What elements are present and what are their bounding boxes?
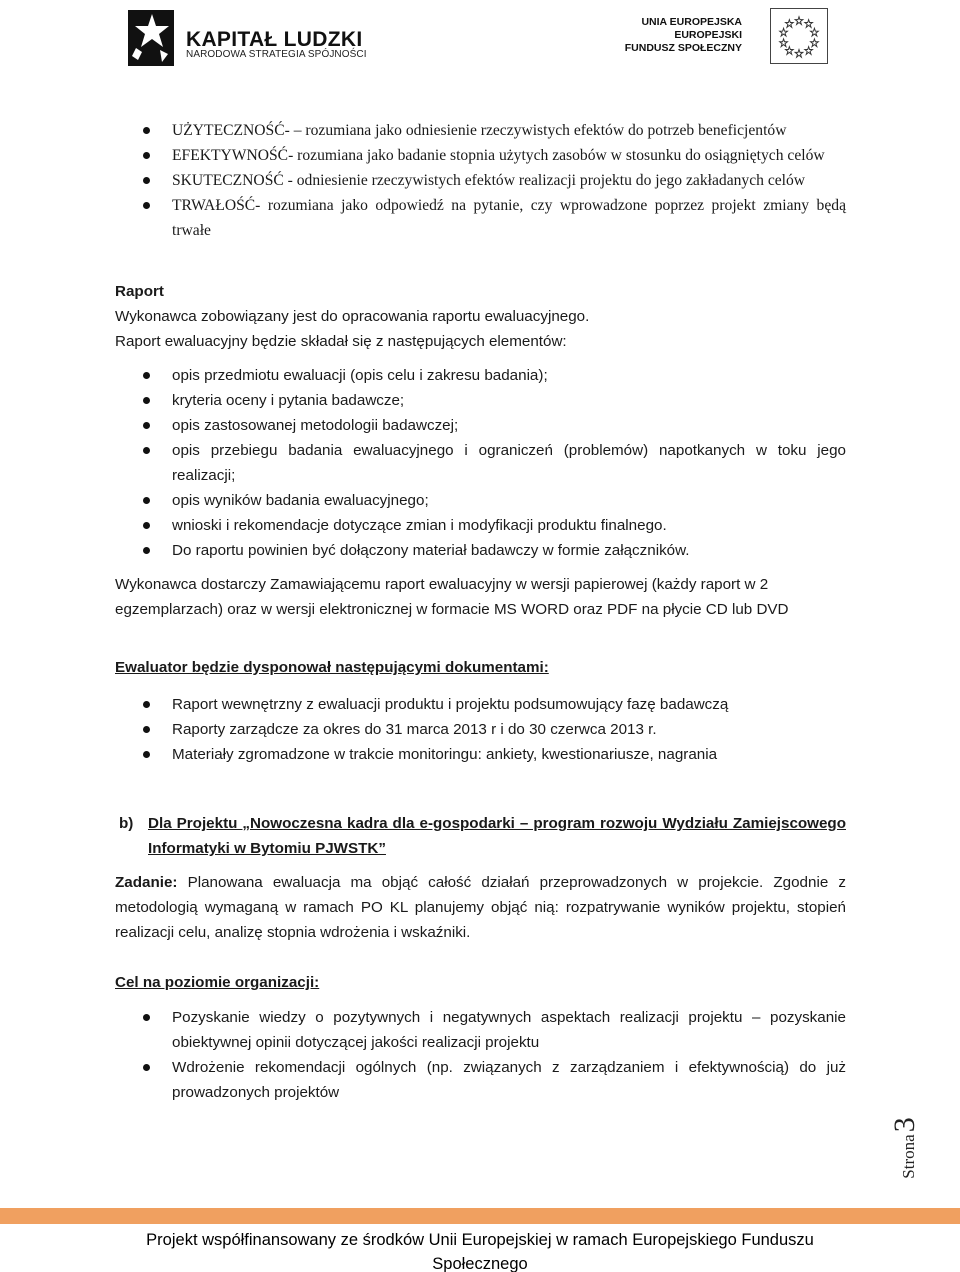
list-item: SKUTECZNOŚĆ - odniesienie rzeczywistych efektów realizacji projektu do jego zakładanych celów — [115, 168, 846, 193]
goals-list — [115, 1005, 846, 1105]
footer-text: Projekt współfinansowany ze środków Unii Europejskiej w ramach Europejskiego Funduszu Społecznego — [146, 1231, 814, 1272]
section-b-task — [115, 870, 846, 945]
eu-logo-line1: UNIA EUROPEJSKA — [641, 16, 742, 28]
section-b-title: Dla Projektu „Nowoczesna kadra dla e-gospodarki – program rozwoju Wydziału Zamiejscowego Informatyki w Bytomiu PJWSTK” — [148, 815, 846, 857]
raport-elements-list — [115, 363, 846, 563]
list-item: wnioski i rekomendacje dotyczące zmian i modyfikacji produktu finalnego. — [115, 513, 846, 538]
eu-logo-text — [625, 16, 742, 55]
list-item: UŻYTECZNOŚĆ- – rozumiana jako odniesienie rzeczywistych efektów do potrzeb beneficjentów — [115, 118, 846, 143]
list-item: Do raportu powinien być dołączony materiał badawczy w formie załączników. — [115, 538, 846, 563]
eu-logo-line2: EUROPEJSKI — [674, 29, 742, 41]
eu-logo-line3: FUNDUSZ SPOŁECZNY — [624, 42, 742, 54]
list-item: kryteria oceny i pytania badawcze; — [115, 388, 846, 413]
kapital-ludzki-star-icon — [122, 4, 180, 68]
list-item: opis zastosowanej metodologii badawczej; — [115, 413, 846, 438]
list-item: opis wyników badania ewaluacyjnego; — [115, 488, 846, 513]
list-item: opis przedmiotu ewaluacji (opis celu i zakresu badania); — [115, 363, 846, 388]
documents-heading: Ewaluator będzie dysponował następującymi dokumentami: — [115, 659, 549, 676]
document-body — [115, 118, 846, 1105]
logo-title: KAPITAŁ LUDZKI — [186, 28, 363, 51]
task-label: Zadanie: — [115, 874, 178, 891]
list-item: Raporty zarządcze za okres do 31 marca 2013 r i do 30 czerwca 2013 r. — [115, 717, 846, 742]
section-b-heading — [115, 811, 846, 861]
section-b-letter: b) — [119, 815, 134, 832]
list-item: Pozyskanie wiedzy o pozytywnych i negatywnych aspektach realizacji projektu – pozyskanie obiektywnej opinii dotyczącej jakości realizacji projektu — [115, 1005, 846, 1055]
raport-delivery: Wykonawca dostarczy Zamawiającemu raport ewaluacyjny w wersji papierowej (każdy raport w 2 egzemplarzach) oraz w wersji elektronicznej w formacie MS WORD oraz PDF na płycie CD lub DVD — [115, 576, 789, 618]
footer-bar — [0, 1208, 960, 1224]
list-item: opis przebiegu badania ewaluacyjnego i ograniczeń (problemów) napotkanych w toku jego realizacji; — [115, 438, 846, 488]
eu-logo — [624, 8, 828, 66]
raport-line2: Raport ewaluacyjny będzie składał się z następujących elementów: — [115, 333, 567, 350]
eu-flag-icon — [770, 8, 828, 64]
raport-heading: Raport — [115, 283, 164, 300]
page-number: 3 — [888, 1117, 921, 1133]
list-item: Materiały zgromadzone w trakcie monitoringu: ankiety, kwestionariusze, nagrania — [115, 742, 846, 767]
list-item: TRWAŁOŚĆ- rozumiana jako odpowiedź na pytanie, czy wprowadzone poprzez projekt zmiany będą trwałe — [115, 193, 846, 243]
criteria-list — [115, 118, 846, 243]
documents-list — [115, 692, 846, 767]
page-marker-word: Strona — [899, 1134, 918, 1179]
list-item: Raport wewnętrzny z ewaluacji produktu i projektu podsumowujący fazę badawczą — [115, 692, 846, 717]
list-item: EFEKTYWNOŚĆ- rozumiana jako badanie stopnia użytych zasobów w stosunku do osiągniętych celów — [115, 143, 846, 168]
kapital-ludzki-logo — [122, 4, 367, 68]
task-text: Planowana ewaluacja ma objąć całość działań przeprowadzonych w projekcie. Zgodnie z metodologią wymaganą w ramach PO KL planujemy objąć nią: rozpatrywanie wyników projektu, stopień realizacji celu, analizę stopnia wdrożenia i wskaźniki. — [115, 874, 846, 941]
list-item: Wdrożenie rekomendacji ogólnych (np. związanych z zarządzaniem i efektywnością) do już prowadzonych projektów — [115, 1055, 846, 1105]
logo-subtitle: NARODOWA STRATEGIA SPÓJNOŚCI — [186, 49, 367, 60]
goal-heading: Cel na poziomie organizacji: — [115, 974, 320, 991]
page-number-marker — [885, 1108, 925, 1188]
raport-line1: Wykonawca zobowiązany jest do opracowania raportu ewaluacyjnego. — [115, 308, 590, 325]
